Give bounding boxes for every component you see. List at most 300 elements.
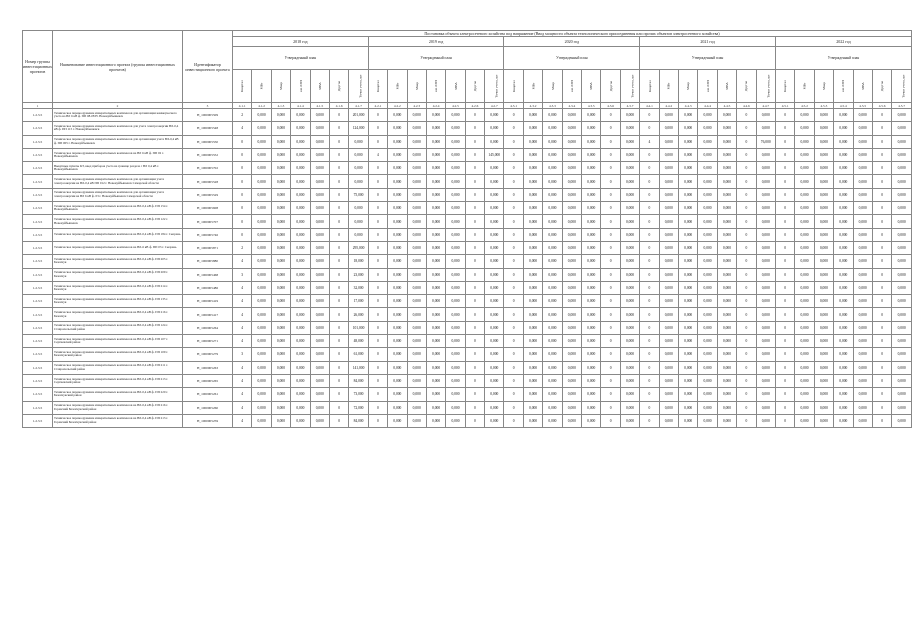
row-value: 0,000 — [523, 414, 542, 427]
row-value: 0,000 — [523, 255, 542, 268]
row-value: 0,000 — [678, 335, 697, 348]
row-value: 0 — [329, 109, 348, 122]
row-project-name: Техническое перевооружение измерительных комплексов на ВЛ-0,4 кВ ф. ПП 216 г. Горевский Безенчукский район — [53, 401, 183, 414]
row-value: 0,000 — [678, 321, 697, 334]
row-value: 0,000 — [388, 215, 407, 228]
column-number: 4.2.3 — [407, 103, 426, 109]
row-value: 0,000 — [388, 321, 407, 334]
row-value: 0 — [601, 268, 620, 281]
row-value: 0,000 — [271, 148, 290, 161]
row-value: 0,000 — [388, 388, 407, 401]
row-value: 0,000 — [252, 188, 271, 201]
row-value: 0,000 — [698, 401, 717, 414]
row-value: 0,000 — [271, 109, 290, 122]
column-number: 4.1.6 — [329, 103, 348, 109]
row-value: 0,000 — [892, 335, 912, 348]
row-value: 0,000 — [834, 281, 853, 294]
row-value: 0 — [465, 188, 484, 201]
row-value: 0,000 — [678, 374, 697, 387]
row-value: 0,000 — [756, 414, 775, 427]
row-value: 0,000 — [756, 321, 775, 334]
header-metric — [872, 70, 891, 103]
row-value: 0,000 — [523, 388, 542, 401]
row-value: 0 — [601, 109, 620, 122]
row-value: 0,000 — [795, 175, 814, 188]
row-value: 0,000 — [853, 374, 872, 387]
header-metric-label: МВт — [531, 82, 536, 90]
row-value: 0,000 — [388, 268, 407, 281]
row-value: 0,000 — [795, 321, 814, 334]
row-value: 0,000 — [562, 374, 581, 387]
row-value: 0 — [368, 321, 387, 334]
row-value: 0,000 — [892, 308, 912, 321]
row-value: 0,000 — [523, 335, 542, 348]
row-value: 0,000 — [523, 268, 542, 281]
row-value: 0,000 — [291, 148, 310, 161]
row-value: 0,000 — [659, 215, 678, 228]
column-number: 4.3.7 — [620, 103, 639, 109]
row-value: 0,000 — [678, 361, 697, 374]
row-value: 0,000 — [523, 162, 542, 175]
row-value: 0,000 — [834, 241, 853, 254]
row-value: 0,000 — [698, 308, 717, 321]
table-row — [23, 335, 912, 348]
row-value: 0 — [775, 162, 794, 175]
table-row — [23, 295, 912, 308]
row-value: 26,000 — [349, 308, 368, 321]
row-value: 0 — [601, 255, 620, 268]
row-value: 0,000 — [853, 109, 872, 122]
row-value: 0,000 — [834, 361, 853, 374]
row-value: 0,000 — [349, 228, 368, 241]
row-value: 0,000 — [562, 335, 581, 348]
row-value: 0,000 — [814, 321, 833, 334]
row-value: 0,000 — [659, 401, 678, 414]
row-project-id: H_1000005265 — [183, 374, 233, 387]
row-value: 0,000 — [678, 241, 697, 254]
row-value: 0,000 — [756, 175, 775, 188]
column-number: 4.4.1 — [640, 103, 659, 109]
row-value: 0 — [872, 202, 891, 215]
row-value: 76,000 — [756, 135, 775, 148]
row-value: 0,000 — [756, 335, 775, 348]
row-value: 0 — [640, 162, 659, 175]
row-value: 0,000 — [407, 308, 426, 321]
row-value: 0,000 — [562, 281, 581, 294]
row-value: 0,000 — [814, 374, 833, 387]
row-value: 73,000 — [349, 388, 368, 401]
row-value: 0 — [465, 109, 484, 122]
row-value: 0,000 — [582, 122, 601, 135]
row-value: 0 — [233, 215, 252, 228]
row-value: 0,000 — [717, 281, 736, 294]
row-value: 0,000 — [678, 135, 697, 148]
row-value: 0,000 — [620, 215, 639, 228]
row-value: 0 — [368, 188, 387, 201]
row-value: 0,000 — [795, 281, 814, 294]
header-plan-group: Утвержденный план — [640, 47, 776, 70]
row-value: 0 — [872, 414, 891, 427]
row-project-id: H_1000005259 — [183, 414, 233, 427]
row-value: 0,000 — [834, 348, 853, 361]
row-project-id: H_1000005271 — [183, 335, 233, 348]
row-value: 0,000 — [620, 122, 639, 135]
row-value: 0,000 — [853, 321, 872, 334]
table-row — [23, 188, 912, 201]
header-metric-label: Мвар — [686, 82, 691, 90]
row-project-id: H_1000005419 — [183, 295, 233, 308]
row-project-name: Техническое перевооружение измерительных комплексов для организации учета электроэнергии на ВЛ 6 кВ ф. 03 г. Новокуйбышевск Самарской области — [53, 188, 183, 201]
row-value: 0,000 — [446, 308, 465, 321]
column-number: 4.5.1 — [775, 103, 794, 109]
row-value: 0,000 — [853, 215, 872, 228]
row-value: 0 — [368, 255, 387, 268]
row-value: 0,000 — [756, 281, 775, 294]
row-value: 4 — [233, 281, 252, 294]
row-value: 0,000 — [271, 215, 290, 228]
row-value: 0,000 — [426, 175, 445, 188]
column-number: 4.5.2 — [795, 103, 814, 109]
row-value: 0 — [368, 135, 387, 148]
row-value: 0,000 — [523, 122, 542, 135]
row-value: 0,000 — [252, 122, 271, 135]
row-value: 0,000 — [407, 268, 426, 281]
row-value: 0,000 — [407, 374, 426, 387]
row-value: 0,000 — [582, 268, 601, 281]
row-value: 0,000 — [426, 122, 445, 135]
header-metric-label: Квартал — [647, 80, 652, 92]
row-value: 0 — [504, 175, 523, 188]
row-value: 0,000 — [523, 202, 542, 215]
row-value: 0,000 — [407, 281, 426, 294]
row-project-id: H_1000005608 — [183, 202, 233, 215]
row-value: 0,000 — [698, 335, 717, 348]
row-value: 0,000 — [252, 268, 271, 281]
row-value: 0,000 — [756, 109, 775, 122]
row-value: 0 — [465, 414, 484, 427]
row-value: 0,000 — [446, 215, 465, 228]
row-value: 0,000 — [271, 281, 290, 294]
row-value: 0 — [601, 374, 620, 387]
row-value: 0,000 — [698, 295, 717, 308]
row-value: 0,000 — [853, 295, 872, 308]
row-value: 0 — [872, 348, 891, 361]
row-value: 0,000 — [795, 348, 814, 361]
row-value: 0,000 — [271, 361, 290, 374]
row-value: 0,000 — [388, 109, 407, 122]
row-value: 0,000 — [814, 388, 833, 401]
row-value: 0 — [504, 109, 523, 122]
row-value: 0,000 — [814, 255, 833, 268]
row-value: 0,000 — [853, 162, 872, 175]
row-value: 0 — [329, 281, 348, 294]
row-value: 0,000 — [582, 188, 601, 201]
row-value: 0,000 — [271, 255, 290, 268]
row-value: 0,000 — [523, 321, 542, 334]
row-value: 0,000 — [310, 255, 329, 268]
row-value: 4 — [233, 401, 252, 414]
row-value: 0,000 — [582, 135, 601, 148]
row-value: 0,000 — [388, 335, 407, 348]
header-metric — [310, 70, 329, 103]
row-value: 0,000 — [485, 281, 504, 294]
row-value: 0 — [775, 335, 794, 348]
row-project-id: H_1000005702 — [183, 162, 233, 175]
row-value: 0,000 — [814, 241, 833, 254]
row-value: 0 — [872, 321, 891, 334]
row-value: 0,000 — [407, 175, 426, 188]
row-value: 0 — [465, 135, 484, 148]
row-project-name: Техническое перевооружение измерительных комплексов на ВЛ 6 кВ ф. ПП 02 г. Новокуйбышевск — [53, 148, 183, 161]
row-value: 0,000 — [388, 202, 407, 215]
row-value: 0,000 — [543, 361, 562, 374]
row-value: 0 — [737, 202, 756, 215]
row-value: 0 — [872, 388, 891, 401]
row-value: 0,000 — [620, 135, 639, 148]
column-number: 4.3.6 — [601, 103, 620, 109]
row-value: 0,000 — [426, 414, 445, 427]
column-number: 4.5.6 — [872, 103, 891, 109]
row-value: 0 — [601, 348, 620, 361]
row-value: 0,000 — [485, 321, 504, 334]
row-value: 0,000 — [485, 255, 504, 268]
row-value: 0,000 — [388, 162, 407, 175]
row-value: 0 — [504, 228, 523, 241]
table-row — [23, 135, 912, 148]
header-metric — [407, 70, 426, 103]
table-row — [23, 308, 912, 321]
row-value: 0,000 — [814, 162, 833, 175]
row-value: 0 — [775, 414, 794, 427]
row-value: 0,000 — [310, 109, 329, 122]
row-value: 0,000 — [620, 374, 639, 387]
row-value: 0,000 — [523, 374, 542, 387]
header-plan-group: Утвержденный план — [233, 47, 369, 70]
row-value: 0,000 — [659, 268, 678, 281]
row-value: 0,000 — [853, 135, 872, 148]
row-value: 0 — [465, 268, 484, 281]
row-value: 0,000 — [814, 308, 833, 321]
row-value: 0,000 — [582, 175, 601, 188]
column-number: 4.3.3 — [543, 103, 562, 109]
row-value: 0 — [504, 255, 523, 268]
header-metric — [737, 70, 756, 103]
row-value: 0,000 — [795, 241, 814, 254]
row-project-id: H_1000005552 — [183, 148, 233, 161]
row-value: 0,000 — [853, 414, 872, 427]
row-value: 0,000 — [717, 255, 736, 268]
row-value: 0,000 — [834, 374, 853, 387]
row-value: 0 — [737, 361, 756, 374]
row-project-name: Техническое перевооружение измерительных комплексов на ВЛ-0,4 кВ ф. ПП 107 г. Сергиевский район — [53, 335, 183, 348]
row-value: 0,000 — [659, 374, 678, 387]
row-value: 0,000 — [291, 348, 310, 361]
row-value: 0,000 — [582, 414, 601, 427]
row-project-name: Техническое перевооружение измерительных комплексов на ВЛ-6 кВ ф. ПП 03 г. Сызрань — [53, 241, 183, 254]
header-top-title: Постановка объекта электросетевого хозяйства под напряжение (Ввод мощности объекта технологического присоединения или прочих объектов электросетевого хозяйства) — [233, 31, 912, 37]
row-value: 0 — [737, 255, 756, 268]
row-project-id: H_1000005529 — [183, 188, 233, 201]
header-metric-label: Квартал — [511, 80, 516, 92]
row-value: 0,000 — [814, 109, 833, 122]
row-value: 0,000 — [543, 202, 562, 215]
row-value: 0,000 — [659, 109, 678, 122]
row-value: 101,000 — [349, 321, 368, 334]
row-value: 0,000 — [892, 215, 912, 228]
row-value: 0,000 — [485, 414, 504, 427]
row-value: 0,000 — [834, 388, 853, 401]
row-value: 0 — [601, 202, 620, 215]
row-value: 0,000 — [407, 401, 426, 414]
header-metric — [601, 70, 620, 103]
row-value: 0,000 — [407, 388, 426, 401]
column-number: 4.4.7 — [756, 103, 775, 109]
row-value: 0 — [368, 414, 387, 427]
row-value: 0 — [465, 215, 484, 228]
row-value: 0,000 — [659, 361, 678, 374]
row-value: 0 — [872, 109, 891, 122]
row-value: 0 — [233, 228, 252, 241]
row-value: 0,000 — [834, 122, 853, 135]
row-value: 0,000 — [834, 109, 853, 122]
row-value: 0,000 — [756, 241, 775, 254]
row-value: 0,000 — [717, 295, 736, 308]
row-value: 0,000 — [814, 228, 833, 241]
row-value: 0,000 — [756, 122, 775, 135]
row-value: 0,000 — [620, 175, 639, 188]
row-value: 0,000 — [523, 215, 542, 228]
row-value: 0,000 — [582, 361, 601, 374]
header-metric-label: МВА — [317, 82, 322, 90]
row-value: 0,000 — [814, 202, 833, 215]
row-value: 0,000 — [582, 162, 601, 175]
table-row — [23, 388, 912, 401]
column-number: 1 — [23, 103, 53, 109]
row-value: 0,000 — [795, 188, 814, 201]
table-row — [23, 268, 912, 281]
row-value: 0,000 — [756, 215, 775, 228]
row-value: 0,000 — [543, 374, 562, 387]
row-value: 0,000 — [252, 281, 271, 294]
row-priority: 1.2.3.5 — [23, 228, 53, 241]
row-value: 0,000 — [717, 109, 736, 122]
row-value: 0,000 — [582, 109, 601, 122]
row-value: 4 — [233, 122, 252, 135]
row-value: 0 — [872, 228, 891, 241]
row-value: 0,000 — [271, 122, 290, 135]
row-value: 0 — [465, 148, 484, 161]
row-value: 0,000 — [446, 361, 465, 374]
header-metric — [388, 70, 407, 103]
row-value: 0 — [329, 268, 348, 281]
row-value: 0,000 — [485, 175, 504, 188]
column-number: 4.1.5 — [310, 103, 329, 109]
row-value: 0 — [872, 188, 891, 201]
row-value: 0,000 — [698, 188, 717, 201]
row-value: 0 — [872, 295, 891, 308]
row-project-id: H_1000005260 — [183, 401, 233, 414]
row-value: 0 — [775, 215, 794, 228]
row-value: 0,000 — [543, 388, 562, 401]
row-value: 0,000 — [814, 281, 833, 294]
row-value: 0,000 — [426, 241, 445, 254]
row-value: 0,000 — [407, 135, 426, 148]
row-value: 0,000 — [485, 308, 504, 321]
row-value: 0,000 — [756, 401, 775, 414]
row-value: 0,000 — [756, 295, 775, 308]
row-project-name: Техническое перевооружение измерительных комплексов на ВЛ-0,4 кВ ф. ПП 135 г. Безенчук — [53, 295, 183, 308]
row-value: 0,000 — [853, 361, 872, 374]
row-value: 0,000 — [562, 268, 581, 281]
row-value: 0 — [640, 228, 659, 241]
row-value: 23,000 — [349, 268, 368, 281]
row-project-id: H_1000005746 — [183, 228, 233, 241]
row-value: 0,000 — [543, 348, 562, 361]
row-value: 0,000 — [834, 188, 853, 201]
row-value: 0,000 — [562, 215, 581, 228]
row-value: 0,000 — [814, 268, 833, 281]
row-value: 0,000 — [562, 188, 581, 201]
row-value: 0,000 — [446, 255, 465, 268]
row-value: 145,000 — [485, 148, 504, 161]
row-value: 0 — [465, 361, 484, 374]
row-value: 0,000 — [271, 162, 290, 175]
row-value: 0,000 — [388, 414, 407, 427]
row-value: 0,000 — [717, 122, 736, 135]
row-value: 4 — [233, 255, 252, 268]
row-value: 4 — [233, 374, 252, 387]
row-value: 0 — [737, 148, 756, 161]
row-value: 0 — [368, 295, 387, 308]
row-value: 0 — [737, 268, 756, 281]
row-value: 0,000 — [291, 162, 310, 175]
row-value: 141,000 — [349, 361, 368, 374]
header-metric — [698, 70, 717, 103]
row-value: 0,000 — [582, 374, 601, 387]
table-row — [23, 401, 912, 414]
row-value: 0,000 — [388, 135, 407, 148]
row-value: 0,000 — [310, 241, 329, 254]
row-value: 0,000 — [659, 281, 678, 294]
row-value: 0 — [329, 202, 348, 215]
row-project-id: H_1000005880 — [183, 255, 233, 268]
row-value: 0 — [368, 401, 387, 414]
row-value: 0,000 — [446, 414, 465, 427]
row-value: 0,000 — [834, 215, 853, 228]
row-value: 0,000 — [446, 388, 465, 401]
row-value: 0,000 — [271, 374, 290, 387]
column-number: 4.2.4 — [426, 103, 445, 109]
row-value: 0,000 — [485, 268, 504, 281]
row-value: 0 — [640, 308, 659, 321]
row-value: 0 — [737, 374, 756, 387]
row-value: 0,000 — [388, 148, 407, 161]
header-plan-group: Утвержденный план — [775, 47, 911, 70]
row-value: 0,000 — [349, 215, 368, 228]
row-value: 0 — [640, 188, 659, 201]
row-value: 0,000 — [795, 228, 814, 241]
row-value: 0,000 — [620, 228, 639, 241]
row-value: 0,000 — [678, 401, 697, 414]
row-value: 0,000 — [291, 202, 310, 215]
row-value: 0,000 — [582, 148, 601, 161]
row-value: 0,000 — [446, 281, 465, 294]
row-value: 0,000 — [834, 175, 853, 188]
row-value: 0 — [504, 335, 523, 348]
header-metric — [426, 70, 445, 103]
row-value: 75,000 — [349, 188, 368, 201]
row-value: 0,000 — [562, 109, 581, 122]
